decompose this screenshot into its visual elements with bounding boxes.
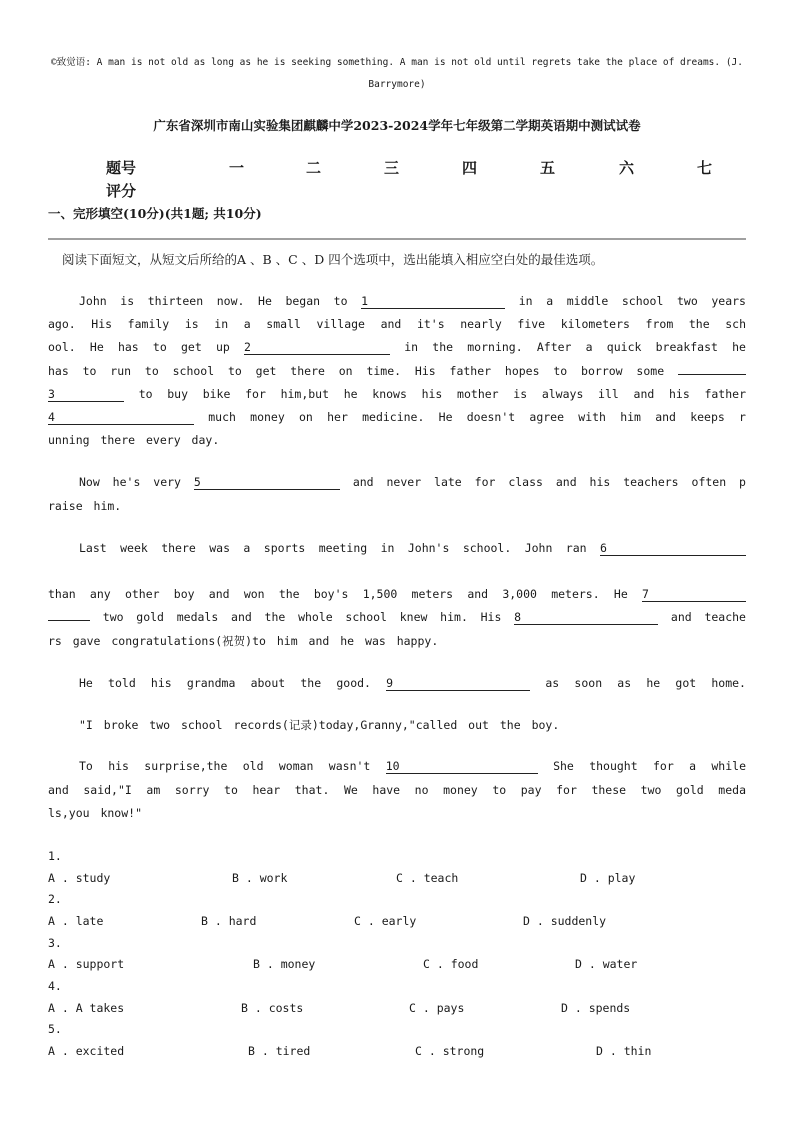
option-a[interactable]: A . excited (48, 1044, 125, 1058)
question-number: 3. (48, 936, 62, 950)
score-col-6: 六 (619, 159, 635, 177)
score-col-5: 五 (540, 159, 556, 177)
passage-line: He told his grandma about the good. 9 as soon as he got home. (79, 676, 746, 690)
option-c[interactable]: C . early (354, 914, 417, 928)
option-d[interactable]: D . play (580, 871, 636, 885)
blank-10: 10 (386, 759, 538, 774)
passage-line: raise him. (48, 499, 122, 513)
score-table (0, 0, 794, 200)
question-number: 5. (48, 1022, 62, 1036)
question-options (0, 1044, 794, 1060)
option-a[interactable]: A . study (48, 871, 111, 885)
passage-line: 3 to buy bike for him,but he knows his mother is always ill and his father (48, 387, 746, 401)
option-b[interactable]: B . tired (248, 1044, 311, 1058)
option-b[interactable]: B . hard (201, 914, 257, 928)
passage-line: ool. He has to get up 2 in the morning. After a quick breakfast he (48, 340, 746, 354)
passage-line: "I broke two school records(记录)today,Granny,"called out the boy. (79, 718, 560, 732)
option-b[interactable]: B . money (253, 957, 316, 971)
option-c[interactable]: C . pays (409, 1001, 465, 1015)
passage-line: unning there every day. (48, 433, 220, 447)
option-d[interactable]: D . suddenly (523, 914, 607, 928)
option-d[interactable]: D . water (575, 957, 638, 971)
score-row-label-score: 评分 (106, 182, 137, 200)
option-c[interactable]: C . strong (415, 1044, 485, 1058)
passage-line: than any other boy and won the boy's 1,500 meters and 3,000 meters. He 7 (48, 583, 746, 606)
option-a[interactable]: A . late (48, 914, 104, 928)
divider (48, 238, 746, 240)
question-number: 2. (48, 892, 62, 906)
passage-line: To his surprise,the old woman wasn't 10 She thought for a while (79, 759, 747, 773)
blank-2: 2 (244, 340, 390, 355)
option-d[interactable]: D . thin (596, 1044, 652, 1058)
question-options (0, 957, 794, 973)
option-c[interactable]: C . teach (396, 871, 459, 885)
blank-8: 8 (514, 610, 658, 625)
score-col-1: 一 (229, 159, 245, 177)
blank-3: 3 (48, 387, 124, 402)
option-d[interactable]: D . spends (561, 1001, 631, 1015)
passage-line: and said,"I am sorry to hear that. We have no money to pay for these two gold meda (48, 783, 746, 797)
question-options (0, 914, 794, 930)
passage-line: ago. His family is in a small village and it's nearly five kilometers from the sch (48, 317, 746, 331)
question-number: 4. (48, 979, 62, 993)
blank-3-start (678, 374, 746, 375)
option-a[interactable]: A . A takes (48, 1001, 125, 1015)
question-options (0, 1001, 794, 1017)
passage-line: two gold medals and the whole school knew him. His 8 and teache (48, 606, 746, 629)
score-col-4: 四 (462, 159, 478, 177)
blank-9: 9 (386, 676, 530, 691)
section-heading: 一、完形填空(10分)(共1题; 共10分) (48, 206, 262, 221)
blank-7-end (48, 620, 90, 621)
score-col-3: 三 (384, 159, 400, 177)
option-a[interactable]: A . support (48, 957, 125, 971)
option-c[interactable]: C . food (423, 957, 479, 971)
score-col-2: 二 (306, 159, 322, 177)
exam-title: 广东省深圳市南山实验集团麒麟中学2023-2024学年七年级第二学期英语期中测试试卷 (153, 118, 641, 133)
option-b[interactable]: B . work (232, 871, 288, 885)
option-b[interactable]: B . costs (241, 1001, 304, 1015)
score-row-label-number: 题号 (106, 159, 137, 177)
blank-1: 1 (361, 294, 505, 309)
score-col-7: 七 (697, 159, 713, 177)
section-instruction: 阅读下面短文，从短文后所给的A 、B 、C 、D 四个选项中，选出能填入相应空白处的最佳选项。 (62, 252, 604, 267)
blank-7: 7 (642, 587, 746, 602)
blank-5: 5 (194, 475, 340, 490)
question-options (0, 871, 794, 887)
blank-6: 6 (600, 541, 746, 556)
blank-4: 4 (48, 410, 194, 425)
passage-line: 4 much money on her medicine. He doesn't agree with him and keeps r (48, 410, 746, 424)
motto: ©致觉语: A man is not old as long as he is seeking something. A man is not old until regrets take the place of dreams. (J. Barrymore) (51, 57, 743, 90)
passage-line: rs gave congratulations(祝贺)to him and he was happy. (48, 634, 439, 648)
question-number: 1. (48, 849, 62, 863)
passage-line: Last week there was a sports meeting in John's school. John ran 6 (48, 537, 746, 560)
passage-line: John is thirteen now. He began to 1 in a middle school two years (79, 294, 746, 308)
passage-line: Now he's very 5 and never late for class and his teachers often p (79, 475, 746, 489)
passage-line: ls,you know!" (48, 806, 143, 820)
passage-line: has to run to school to get there on time. His father hopes to borrow some (48, 360, 746, 383)
